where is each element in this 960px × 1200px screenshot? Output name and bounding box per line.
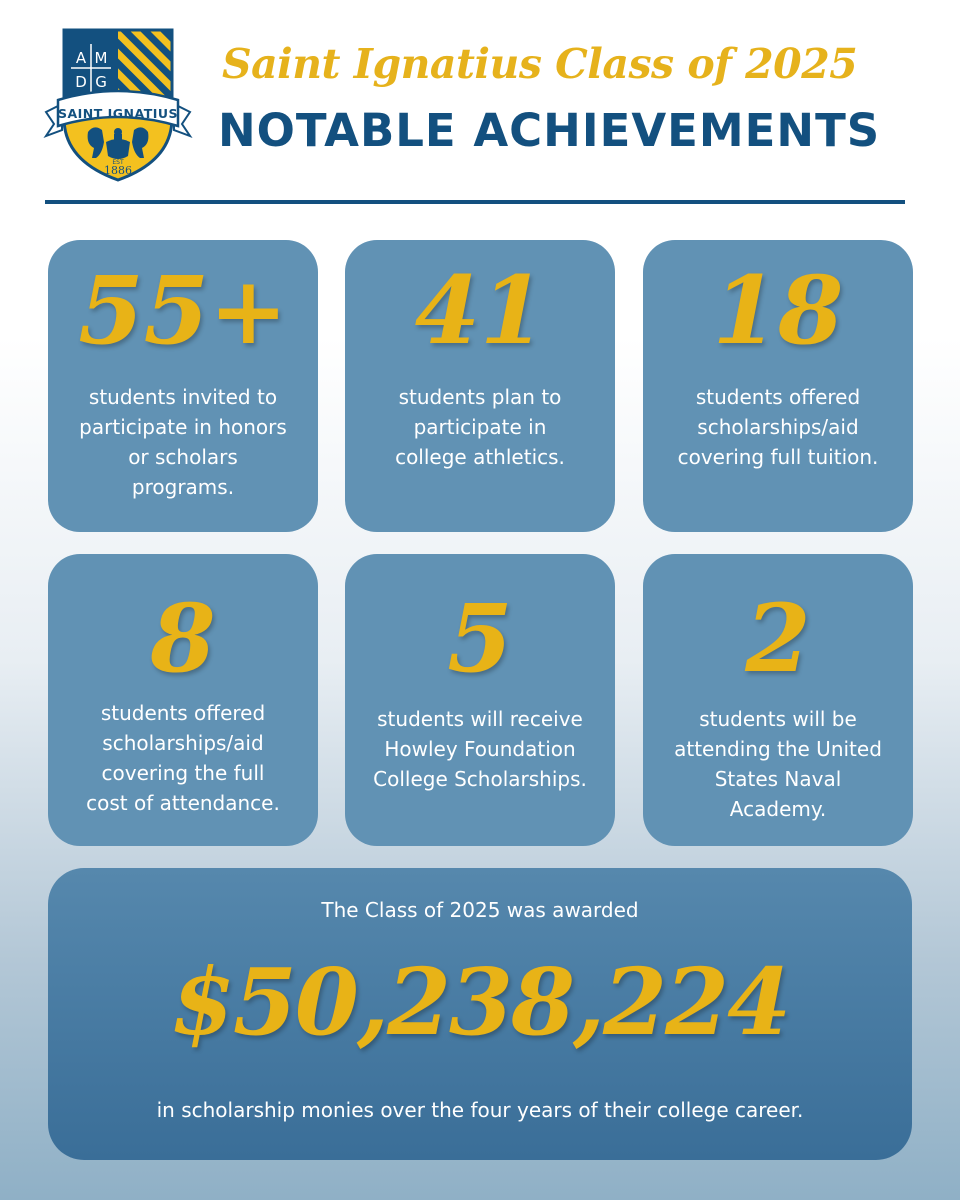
logo-quadrant-g: G (95, 73, 107, 91)
stat-line: covering full tuition. (677, 445, 879, 469)
stat-line: students invited to (88, 385, 278, 409)
stat-number: 2 (745, 584, 811, 694)
stat-description (62, 382, 304, 502)
stat-card-howley (345, 554, 615, 846)
stat-line: College Scholarships. (373, 767, 587, 791)
saint-ignatius-crest-logo (40, 20, 196, 182)
total-intro: The Class of 2025 was awarded (321, 898, 639, 922)
stat-line: students plan to (398, 385, 562, 409)
stat-line: students will be (699, 707, 857, 731)
page-subtitle: Saint Ignatius Class of 2025 (222, 40, 858, 88)
stat-number: 55+ (78, 256, 288, 366)
stat-line: Howley Foundation (384, 737, 576, 761)
logo-quadrant-a: A (75, 49, 87, 67)
total-amount: $50,238,224 (170, 948, 790, 1056)
stat-line: college athletics. (395, 445, 565, 469)
total-scholarship-card (48, 868, 912, 1160)
stat-line: States Naval (714, 767, 842, 791)
header-divider (45, 200, 905, 204)
stat-description (657, 704, 899, 824)
stat-number: 18 (712, 256, 844, 366)
stat-line: students offered (695, 385, 861, 409)
stat-card-honors (48, 240, 318, 532)
stat-line: Academy. (729, 797, 827, 821)
stat-line: scholarships/aid (697, 415, 859, 439)
stat-description (359, 382, 601, 472)
stat-line: covering the full (101, 761, 265, 785)
stat-number: 5 (447, 584, 513, 694)
stat-card-full-cost (48, 554, 318, 846)
stat-card-naval-academy (643, 554, 913, 846)
lions-and-pot-emblem-icon (88, 127, 149, 159)
stat-line: attending the United (674, 737, 882, 761)
stat-line: students offered (100, 701, 266, 725)
stat-description (657, 382, 899, 472)
stat-number: 8 (150, 584, 216, 694)
stat-line: or scholars (128, 445, 238, 469)
stat-line: cost of attendance. (86, 791, 280, 815)
stat-number: 41 (414, 256, 546, 366)
stat-line: scholarships/aid (102, 731, 264, 755)
logo-ribbon-text: SAINT IGNATIUS (57, 106, 179, 121)
stat-line: students will receive (377, 707, 583, 731)
stat-description (62, 698, 304, 818)
logo-est-year: 1886 (104, 164, 132, 177)
logo-est-label: EST (112, 159, 124, 166)
logo-quadrant-m: M (94, 49, 108, 67)
stat-card-athletics (345, 240, 615, 532)
stat-line: participate in (413, 415, 547, 439)
stat-line: participate in honors (79, 415, 287, 439)
stat-description (359, 704, 601, 794)
stat-card-full-tuition (643, 240, 913, 532)
logo-quadrant-d: D (75, 73, 87, 91)
page-title: NOTABLE ACHIEVEMENTS (218, 104, 881, 157)
stat-line: programs. (131, 475, 235, 499)
total-outro: in scholarship monies over the four years of their college career. (156, 1098, 804, 1122)
